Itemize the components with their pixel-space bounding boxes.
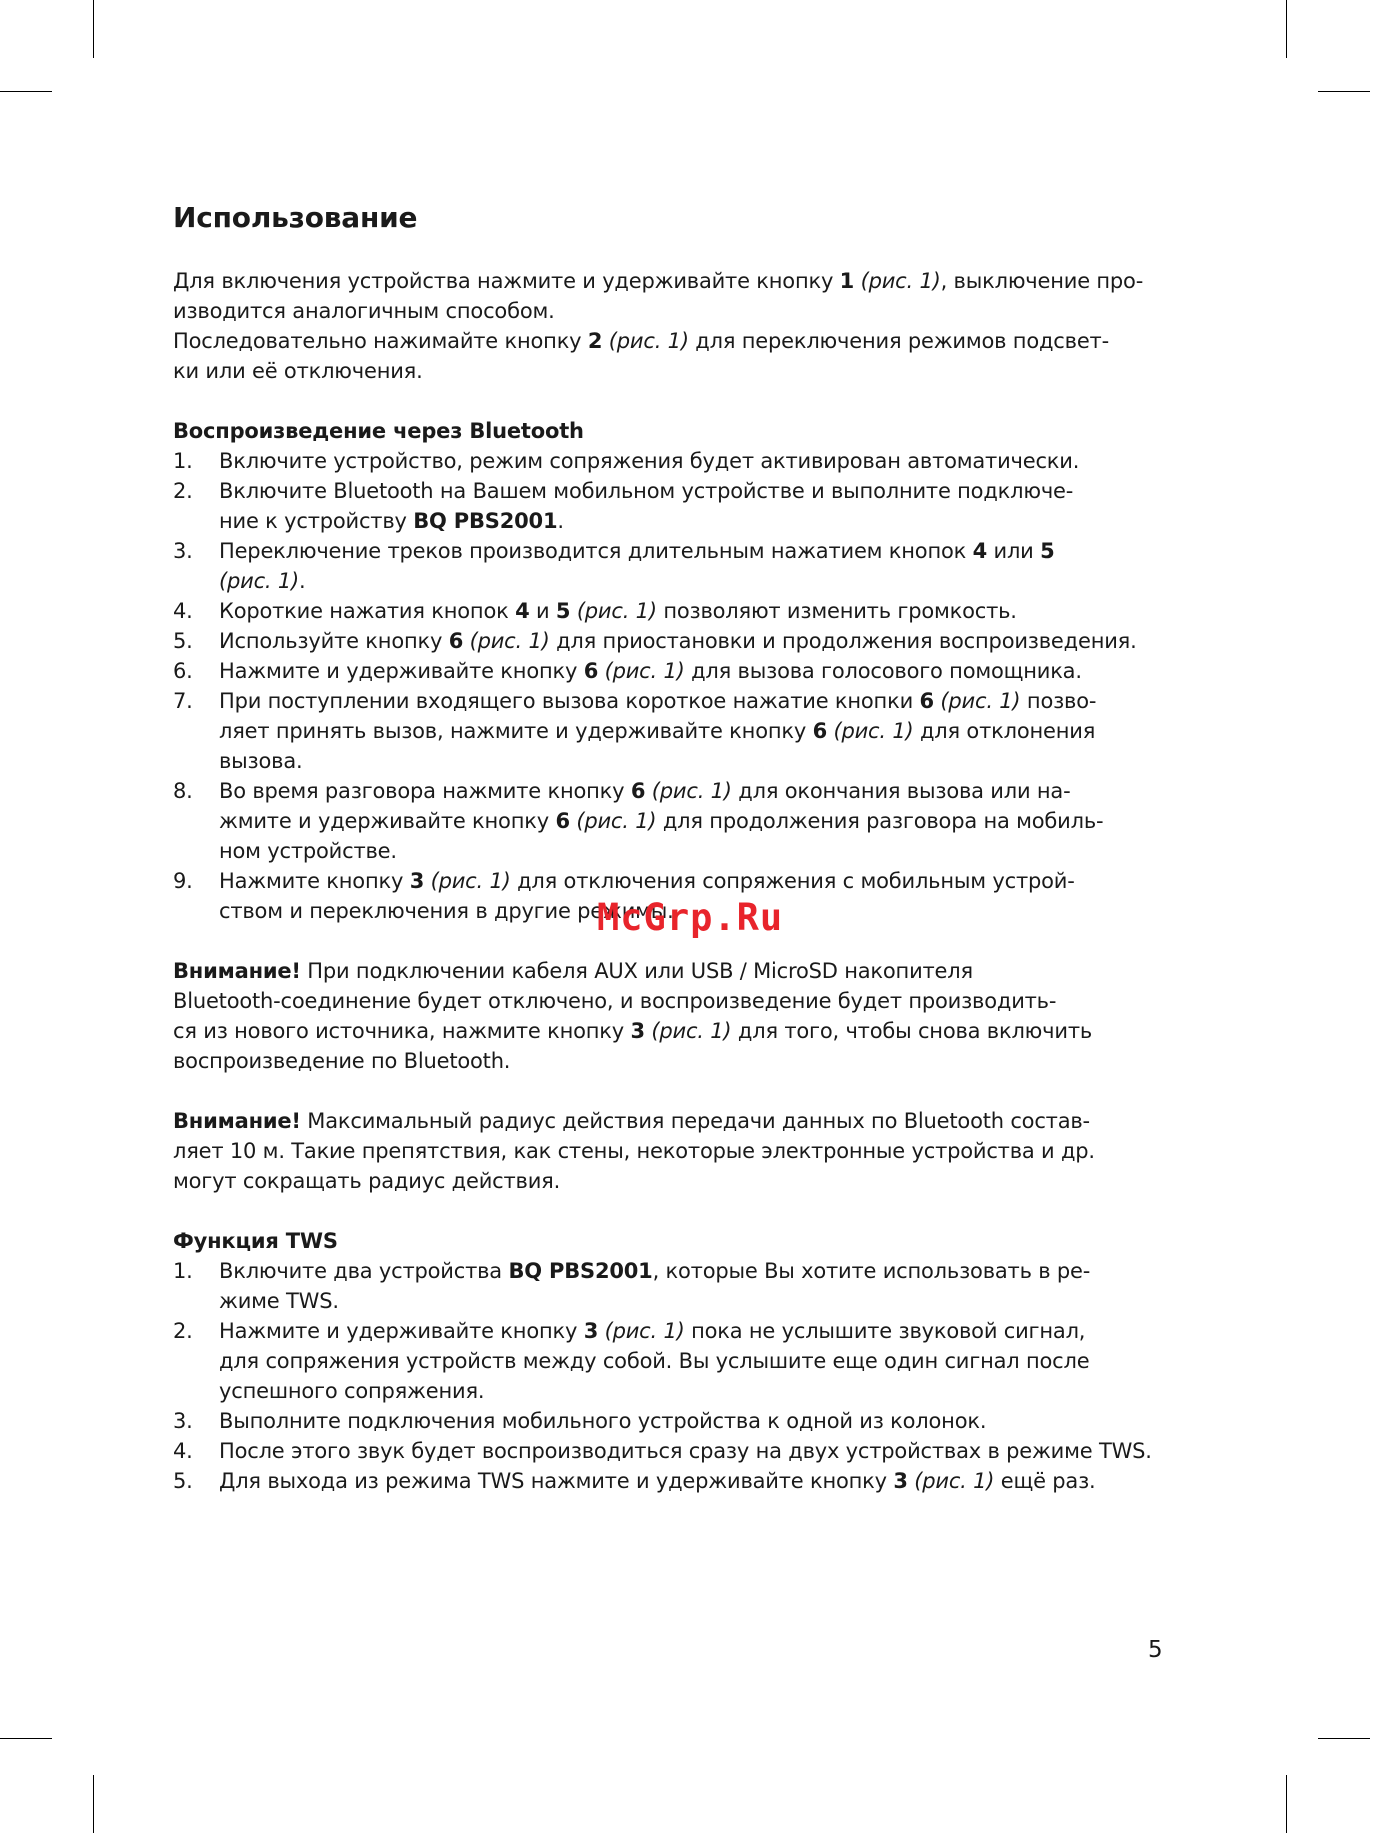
text-run: Последовательно нажимайте кнопку bbox=[173, 329, 588, 353]
text-line bbox=[219, 1436, 1183, 1466]
text-run: После этого звук будет воспроизводиться сразу на двух устройствах в режиме TWS. bbox=[219, 1439, 1152, 1463]
bold-text: 6 bbox=[555, 809, 570, 833]
text-run: Короткие нажатия кнопок bbox=[219, 599, 516, 623]
text-run: для окончания вызова или на- bbox=[731, 779, 1071, 803]
text-run: Включите Bluetooth на Вашем мобильном устройстве и выполните подключе- bbox=[219, 479, 1074, 503]
italic-text: (рис. 1) bbox=[651, 1019, 732, 1043]
text-line bbox=[219, 1376, 1183, 1406]
text-run: , которые Вы хотите использовать в ре- bbox=[652, 1259, 1091, 1283]
text-run: . bbox=[557, 509, 564, 533]
text-run: позволяют изменить громкость. bbox=[656, 599, 1017, 623]
text-run: для вызова голосового помощника. bbox=[684, 659, 1082, 683]
text-line bbox=[219, 806, 1183, 836]
text-run: для сопряжения устройств между собой. Вы услышите еще один сигнал после bbox=[219, 1349, 1090, 1373]
list-item bbox=[173, 1436, 1183, 1466]
text-line bbox=[173, 1166, 1183, 1196]
text-line bbox=[219, 776, 1183, 806]
bold-text: 3 bbox=[409, 869, 425, 893]
italic-text: (рис. 1) bbox=[833, 719, 914, 743]
text-run: жмите и удерживайте кнопку bbox=[219, 809, 556, 833]
list-item-number: 5. bbox=[173, 629, 193, 653]
text-line bbox=[219, 746, 1183, 776]
bold-text: 6 bbox=[448, 629, 464, 653]
text-run: Нажмите и удерживайте кнопку bbox=[219, 1319, 584, 1343]
notice-paragraph bbox=[173, 1106, 1183, 1196]
list-item-number: 1. bbox=[173, 449, 193, 473]
crop-mark bbox=[0, 1738, 52, 1739]
text-line bbox=[173, 956, 1183, 986]
intro-paragraph bbox=[173, 266, 1183, 386]
tws-steps-list bbox=[173, 1256, 1183, 1496]
italic-text: (рис. 1) bbox=[940, 689, 1021, 713]
text-run: Во время разговора нажмите кнопку bbox=[219, 779, 631, 803]
bold-text: 3 bbox=[583, 1319, 599, 1343]
text-run: могут сокращать радиус действия. bbox=[173, 1169, 561, 1193]
italic-text: (рис. 1) bbox=[604, 1319, 685, 1343]
text-run: Выполните подключения мобильного устройства к одной из колонок. bbox=[219, 1409, 987, 1433]
crop-mark bbox=[1318, 1738, 1370, 1739]
bold-text: 6 bbox=[630, 779, 646, 803]
text-run: , выключение про- bbox=[940, 269, 1144, 293]
text-run: Нажмите и удерживайте кнопку bbox=[219, 659, 584, 683]
text-run: Переключение треков производится длительным нажатием кнопок bbox=[219, 539, 973, 563]
italic-text: (рис. 1) bbox=[469, 629, 550, 653]
text-run: Для включения устройства нажмите и удерживайте кнопку bbox=[173, 269, 840, 293]
italic-text: (рис. 1) bbox=[608, 329, 689, 353]
text-run: При поступлении входящего вызова короткое нажатие кнопки bbox=[219, 689, 920, 713]
page-number: 5 bbox=[1148, 1637, 1163, 1663]
text-run: позво- bbox=[1020, 689, 1097, 713]
italic-text: (рис. 1) bbox=[219, 569, 300, 593]
text-line bbox=[219, 476, 1183, 506]
italic-text: (рис. 1) bbox=[576, 599, 657, 623]
text-line bbox=[219, 536, 1183, 566]
text-run: Для выхода из режима TWS нажмите и удерживайте кнопку bbox=[219, 1469, 894, 1493]
bold-text: 6 bbox=[919, 689, 934, 713]
text-run: ещё раз. bbox=[994, 1469, 1096, 1493]
bold-text: 6 bbox=[812, 719, 827, 743]
bold-text: 6 bbox=[583, 659, 599, 683]
bold-text: 5 bbox=[1040, 539, 1055, 563]
list-item bbox=[173, 596, 1183, 626]
text-run: ном устройстве. bbox=[219, 839, 397, 863]
text-line bbox=[173, 296, 1183, 326]
bold-text: 3 bbox=[893, 1469, 908, 1493]
text-run: ляет принять вызов, нажмите и удерживайте кнопку bbox=[219, 719, 813, 743]
list-item-number: 8. bbox=[173, 779, 193, 803]
italic-text: (рис. 1) bbox=[576, 809, 657, 833]
text-run: Максимальный радиус действия передачи данных по Bluetooth состав- bbox=[300, 1109, 1090, 1133]
list-item bbox=[173, 656, 1183, 686]
text-run: Включите два устройства bbox=[219, 1259, 509, 1283]
text-run: Нажмите кнопку bbox=[219, 869, 410, 893]
text-run: воспроизведение по Bluetooth. bbox=[173, 1049, 511, 1073]
text-line bbox=[219, 596, 1183, 626]
text-run: Bluetooth-соединение будет отключено, и воспроизведение будет производить- bbox=[173, 989, 1057, 1013]
list-item-number: 6. bbox=[173, 659, 193, 683]
text-run: для переключения режимов подсвет- bbox=[688, 329, 1109, 353]
list-item bbox=[173, 476, 1183, 536]
italic-text: (рис. 1) bbox=[860, 269, 941, 293]
crop-mark bbox=[1318, 91, 1370, 92]
text-line bbox=[219, 1286, 1183, 1316]
italic-text: (рис. 1) bbox=[914, 1469, 995, 1493]
text-run: ки или её отключения. bbox=[173, 359, 423, 383]
list-item bbox=[173, 626, 1183, 656]
bold-text: BQ PBS2001 bbox=[508, 1259, 653, 1283]
list-item bbox=[173, 446, 1183, 476]
text-line bbox=[219, 1256, 1183, 1286]
text-run: жиме TWS. bbox=[219, 1289, 339, 1313]
bold-text: 4 bbox=[972, 539, 988, 563]
crop-mark bbox=[1286, 0, 1287, 58]
text-line bbox=[219, 446, 1183, 476]
notice-paragraph bbox=[173, 956, 1183, 1076]
text-line bbox=[219, 716, 1183, 746]
list-item-number: 3. bbox=[173, 539, 193, 563]
text-line bbox=[219, 626, 1183, 656]
text-run: для отключения сопряжения с мобильным устрой- bbox=[510, 869, 1075, 893]
text-line bbox=[173, 266, 1183, 296]
text-run: для продолжения разговора на мобиль- bbox=[656, 809, 1104, 833]
bold-text: Внимание! bbox=[173, 959, 301, 983]
bold-text: 2 bbox=[587, 329, 603, 353]
text-run: ством и переключения в другие режимы. bbox=[219, 899, 674, 923]
bluetooth-heading: Воспроизведение через Bluetooth bbox=[173, 419, 584, 443]
list-item bbox=[173, 1316, 1183, 1406]
page-title: Использование bbox=[173, 201, 418, 234]
list-item-number: 9. bbox=[173, 869, 193, 893]
text-line bbox=[219, 1466, 1183, 1496]
list-item-number: 2. bbox=[173, 1319, 193, 1343]
list-item-number: 2. bbox=[173, 479, 193, 503]
text-line bbox=[219, 1406, 1183, 1436]
italic-text: (рис. 1) bbox=[651, 779, 732, 803]
text-line bbox=[219, 1316, 1183, 1346]
bold-text: Внимание! bbox=[173, 1109, 301, 1133]
text-run: Включите устройство, режим сопряжения будет активирован автоматически. bbox=[219, 449, 1080, 473]
text-line bbox=[173, 1046, 1183, 1076]
text-run: для того, чтобы снова включить bbox=[731, 1019, 1093, 1043]
list-item bbox=[173, 776, 1183, 866]
crop-mark bbox=[1286, 1775, 1287, 1833]
text-run: для отклонения bbox=[913, 719, 1096, 743]
page-content bbox=[173, 196, 1183, 1496]
list-item-number: 4. bbox=[173, 599, 193, 623]
crop-mark bbox=[0, 91, 52, 92]
list-item bbox=[173, 1466, 1183, 1496]
list-item-number: 1. bbox=[173, 1259, 193, 1283]
text-line bbox=[219, 566, 1183, 596]
bold-text: 5 bbox=[555, 599, 571, 623]
text-line bbox=[173, 1016, 1183, 1046]
bold-text: 1 bbox=[839, 269, 855, 293]
text-run: пока не услышите звуковой сигнал, bbox=[684, 1319, 1086, 1343]
watermark: McGrp.Ru bbox=[597, 896, 784, 939]
text-line bbox=[219, 656, 1183, 686]
text-run: вызова. bbox=[219, 749, 303, 773]
text-run: ся из нового источника, нажмите кнопку bbox=[173, 1019, 631, 1043]
text-line bbox=[173, 356, 1183, 386]
list-item bbox=[173, 1406, 1183, 1436]
text-run: успешного сопряжения. bbox=[219, 1379, 485, 1403]
list-item-number: 3. bbox=[173, 1409, 193, 1433]
text-run: и bbox=[529, 599, 556, 623]
italic-text: (рис. 1) bbox=[430, 869, 511, 893]
text-line bbox=[219, 686, 1183, 716]
text-run: для приостановки и продолжения воспроизведения. bbox=[549, 629, 1137, 653]
text-line bbox=[219, 836, 1183, 866]
list-item-number: 7. bbox=[173, 689, 193, 713]
bold-text: 4 bbox=[515, 599, 530, 623]
bold-text: 3 bbox=[630, 1019, 645, 1043]
bold-text: BQ PBS2001 bbox=[413, 509, 558, 533]
italic-text: (рис. 1) bbox=[604, 659, 685, 683]
list-item-number: 5. bbox=[173, 1469, 193, 1493]
text-run: ляет 10 м. Такие препятствия, как стены, некоторые электронные устройства и др. bbox=[173, 1139, 1095, 1163]
text-run: При подключении кабеля AUX или USB / MicroSD накопителя bbox=[300, 959, 973, 983]
crop-mark bbox=[93, 1775, 94, 1833]
text-run: изводится аналогичным способом. bbox=[173, 299, 555, 323]
tws-heading: Функция TWS bbox=[173, 1229, 338, 1253]
list-item-number: 4. bbox=[173, 1439, 193, 1463]
bluetooth-steps-list bbox=[173, 446, 1183, 926]
text-run: или bbox=[987, 539, 1041, 563]
list-item bbox=[173, 1256, 1183, 1316]
text-line bbox=[173, 326, 1183, 356]
text-line bbox=[219, 1346, 1183, 1376]
crop-mark bbox=[93, 0, 94, 58]
text-run: ние к устройству bbox=[219, 509, 414, 533]
text-line bbox=[173, 1136, 1183, 1166]
text-line bbox=[219, 506, 1183, 536]
text-run: . bbox=[299, 569, 306, 593]
text-line bbox=[173, 986, 1183, 1016]
list-item bbox=[173, 536, 1183, 596]
text-run: Используйте кнопку bbox=[219, 629, 449, 653]
text-line bbox=[219, 866, 1183, 896]
list-item bbox=[173, 686, 1183, 776]
text-line bbox=[173, 1106, 1183, 1136]
